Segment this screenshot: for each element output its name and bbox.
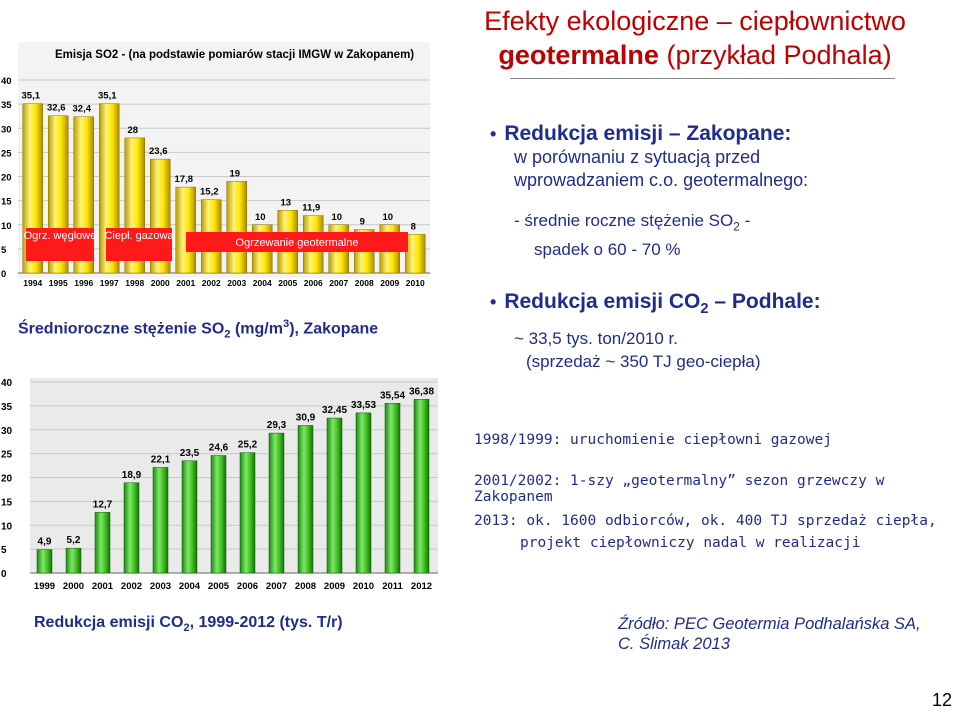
- note-2001: 2001/2002: 1-szy „geotermalny” sezon grzewczy w Zakopanem: [474, 473, 885, 505]
- so2-bar: [227, 181, 247, 273]
- so2-caption: [18, 318, 378, 341]
- so2-caption-place: ), Zakopane: [289, 320, 379, 338]
- y-tick-label: 20: [1, 172, 12, 184]
- so2-x-tick-label: 2002: [201, 278, 221, 288]
- so2-value-label: 15,2: [200, 186, 219, 198]
- so2-bar: [176, 187, 196, 273]
- co2-plot-area: [30, 378, 438, 573]
- bullet-zakopane-line-2: wprowadzaniem c.o. geotermalnego:: [514, 170, 809, 190]
- y-tick-label: 40: [1, 378, 13, 389]
- note-2013: 2013: ok. 1600 odbiorców, ok. 400 TJ sprzedaż ciepła,: [474, 513, 937, 529]
- so2-value-label: 28: [127, 124, 139, 136]
- so2-value-label: 13: [280, 197, 292, 209]
- note-1999: 1998/1999: uruchomienie ciepłowni gazowej: [474, 432, 832, 448]
- so2-drop-dash: -: [739, 211, 751, 230]
- so2-x-tick-label: 1997: [99, 278, 119, 288]
- co2-bar: [95, 512, 110, 573]
- so2-x-tick-label: 2000: [150, 278, 170, 288]
- co2-caption-text: Redukcja emisji CO: [34, 614, 184, 631]
- source-citation: [618, 614, 921, 654]
- co2-x-tick-label: 2002: [120, 581, 143, 592]
- y-tick-label: 25: [1, 449, 13, 461]
- co2-value-label: 30,9: [295, 412, 316, 424]
- so2-x-tick-label: 1996: [74, 278, 94, 288]
- co2-bar: [211, 456, 226, 573]
- so2-value-label: 23,6: [149, 146, 168, 158]
- so2-value-label: 35,1: [98, 90, 117, 102]
- co2-x-tick-label: 2001: [91, 581, 114, 592]
- co2-x-tick-label: 2006: [236, 581, 259, 592]
- bullet-podhale-head-rest: – Podhale:: [708, 290, 821, 313]
- so2-drop-line: [514, 209, 955, 238]
- y-tick-label: 0: [1, 569, 7, 580]
- y-tick-label: 5: [1, 545, 7, 557]
- y-tick-label: 40: [1, 76, 12, 87]
- so2-caption-subscript: 2: [224, 328, 231, 341]
- co2-x-tick-label: 2010: [352, 581, 375, 592]
- so2-drop-text: - średnie roczne stężenie SO: [514, 211, 734, 230]
- so2-x-tick-label: 2007: [329, 278, 349, 288]
- so2-value-label: 9: [359, 216, 365, 228]
- co2-x-tick-label: 2007: [265, 581, 288, 592]
- y-tick-label: 35: [1, 100, 12, 112]
- title-divider: [510, 78, 895, 79]
- so2-value-label: 10: [254, 211, 266, 223]
- co2-x-tick-label: 2008: [294, 581, 317, 592]
- co2-value-label: 25,2: [237, 439, 258, 451]
- so2-value-label: 10: [382, 211, 394, 223]
- so2-x-tick-label: 2001: [176, 278, 196, 288]
- so2-caption-text: Średnioroczne stężenie SO: [18, 320, 225, 338]
- bullet-podhale-head: Redukcja emisji CO: [504, 290, 701, 313]
- note-2013-continued: projekt ciepłowniczy nadal w realizacji: [520, 535, 861, 551]
- co2-bar: [269, 433, 284, 573]
- bullet-dot-1: •: [490, 124, 497, 144]
- co2-x-tick-label: 2000: [62, 581, 85, 592]
- co2-x-tick-label: 2005: [207, 581, 230, 592]
- co2-bar: [327, 418, 342, 573]
- co2-value-label: 32,45: [321, 405, 348, 417]
- so2-x-tick-label: 2008: [354, 278, 374, 288]
- y-tick-label: 30: [1, 425, 13, 437]
- co2-bar: [153, 467, 168, 573]
- so2-caption-superscript: 3: [282, 318, 290, 330]
- co2-bar: [124, 483, 139, 573]
- title-line-2: [430, 38, 960, 72]
- bullet-zakopane: [490, 122, 955, 262]
- bullet-zakopane-line-1: w porównaniu z sytuacją przed: [514, 147, 761, 167]
- so2-x-tick-label: 2010: [405, 278, 425, 288]
- y-tick-label: 10: [1, 220, 12, 232]
- co2-x-tick-label: 2009: [323, 581, 346, 592]
- so2-value-label: 17,8: [174, 174, 193, 186]
- co2-bar: [37, 550, 52, 573]
- so2-bar: [405, 234, 425, 273]
- co2-value-label: 5,2: [66, 535, 81, 547]
- so2-value-label: 8: [410, 221, 416, 233]
- so2-x-tick-label: 2004: [252, 278, 272, 288]
- legend-coal-label: Ogrz. węglowe: [23, 230, 97, 242]
- co2-caption-period: , 1999-2012 (tys. T/r): [189, 614, 343, 631]
- y-tick-label: 35: [1, 401, 13, 413]
- co2-value-label: 35,54: [379, 390, 406, 402]
- y-tick-label: 25: [1, 148, 12, 160]
- y-tick-label: 10: [1, 521, 13, 533]
- slide-title: [430, 4, 960, 72]
- y-tick-label: 15: [1, 196, 12, 208]
- source-line-1: Źródło: PEC Geotermia Podhalańska SA,: [618, 615, 921, 633]
- page-number: 12: [931, 690, 952, 710]
- y-tick-label: 15: [1, 497, 13, 509]
- co2-x-tick-label: 2012: [410, 581, 433, 592]
- so2-x-tick-label: 1995: [48, 278, 68, 288]
- co2-x-tick-label: 2011: [382, 581, 403, 592]
- co2-bar: [298, 425, 313, 573]
- co2-tonnage: ~ 33,5 tys. ton/2010 r.: [514, 329, 678, 349]
- so2-value-label: 10: [331, 211, 343, 223]
- so2-x-tick-label: 2005: [278, 278, 298, 288]
- co2-value-label: 18,9: [121, 469, 142, 481]
- so2-x-tick-label: 2006: [303, 278, 323, 288]
- so2-x-tick-label: 1994: [23, 278, 43, 288]
- y-tick-label: 20: [1, 473, 13, 485]
- co2-bar: [414, 399, 429, 573]
- bullet-zakopane-head: Redukcja emisji – Zakopane:: [504, 122, 792, 145]
- co2-bar: [356, 413, 371, 573]
- bullet-podhale-subscript: 2: [700, 301, 709, 318]
- so2-caption-unit: (mg/m: [230, 320, 283, 338]
- title-line-1: Efekty ekologiczne – ciepłownictwo: [484, 6, 906, 36]
- co2-caption: [34, 614, 343, 634]
- so2-value-label: 32,6: [47, 102, 66, 114]
- so2-emission-chart: [0, 42, 430, 292]
- co2-value-label: 33,53: [350, 399, 377, 411]
- co2-bar: [66, 548, 81, 573]
- so2-drop-value: spadek o 60 - 70 %: [534, 240, 681, 260]
- co2-x-tick-label: 2003: [149, 581, 172, 592]
- title-rest: (przykład Podhala): [666, 40, 892, 70]
- so2-drop-subscript: 2: [733, 219, 740, 234]
- bullet-dot-2: •: [490, 292, 497, 312]
- co2-value-label: 4,9: [37, 536, 52, 548]
- so2-value-label: 35,1: [21, 90, 40, 102]
- y-tick-label: 5: [1, 244, 7, 256]
- co2-caption-subscript: 2: [183, 622, 190, 635]
- so2-value-label: 11,9: [302, 202, 321, 214]
- co2-bar: [240, 453, 255, 573]
- co2-value-label: 12,7: [92, 499, 113, 511]
- co2-value-label: 23,5: [179, 447, 200, 459]
- co2-reduction-chart: [0, 372, 440, 597]
- so2-x-tick-label: 2003: [227, 278, 247, 288]
- bullet-podhale: [490, 290, 955, 373]
- y-tick-label: 30: [1, 124, 12, 136]
- geo-heat-sales: (sprzedaż ~ 350 TJ geo-ciepła): [526, 352, 761, 372]
- legend-gas-label: Ciepł. gazowa: [104, 230, 174, 242]
- co2-x-tick-label: 1999: [33, 581, 56, 592]
- co2-value-label: 36,38: [408, 386, 435, 398]
- co2-value-label: 22,1: [150, 454, 171, 466]
- so2-x-tick-label: 1998: [125, 278, 145, 288]
- co2-value-label: 24,6: [208, 442, 229, 454]
- so2-value-label: 19: [229, 168, 241, 180]
- title-bold-word: geotermalne: [498, 40, 659, 70]
- co2-bar: [182, 461, 197, 573]
- so2-chart-title: Emisja SO2 - (na podstawie pomiarów stacji IMGW w Zakopanem): [55, 49, 415, 61]
- so2-value-label: 32,4: [72, 103, 91, 115]
- co2-bar: [385, 403, 400, 573]
- so2-x-tick-label: 2009: [380, 278, 400, 288]
- co2-x-tick-label: 2004: [178, 581, 201, 592]
- legend-geothermal-label: Ogrzewanie geotermalne: [235, 237, 359, 249]
- y-tick-label: 0: [1, 269, 7, 280]
- co2-value-label: 29,3: [266, 420, 287, 432]
- source-line-2: C. Ślimak 2013: [618, 635, 730, 653]
